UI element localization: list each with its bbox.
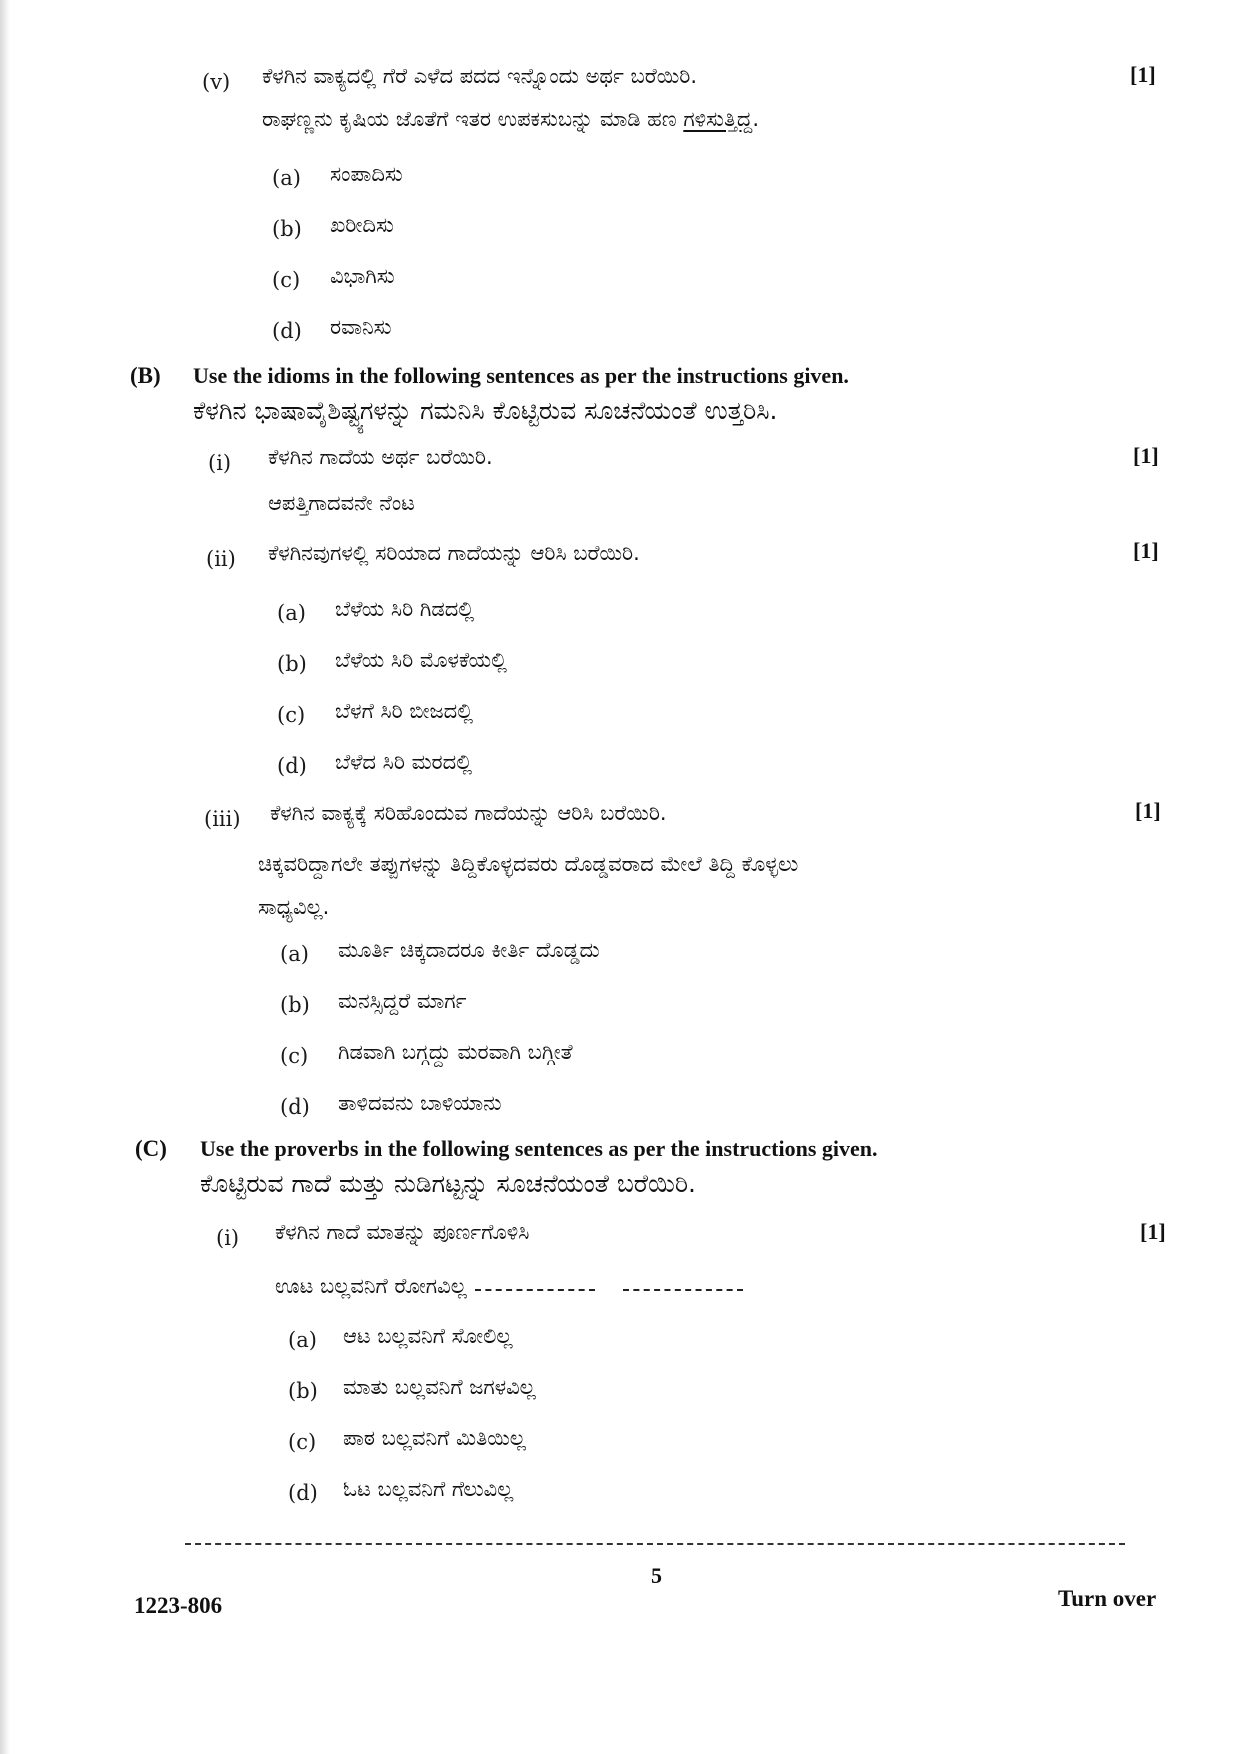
marks-badge: [1] (1133, 443, 1159, 468)
option-label: (b) (277, 652, 307, 676)
option-text: ಖರೀದಿಸು (330, 213, 394, 237)
option-label: (c) (277, 703, 306, 727)
option-text: ತಾಳಿದವನು ಬಾಳಿಯಾನು (338, 1091, 502, 1115)
marks-badge: [1] (1135, 798, 1161, 823)
option-text: ಮಾತು ಬಲ್ಲವನಿಗೆ ಜಗಳವಿಲ್ಲ (343, 1375, 536, 1399)
option-text: ಮನಸ್ಸಿದ್ದರೆ ಮಾರ್ಗ (338, 989, 467, 1013)
option-text: ರವಾನಿಸು (330, 315, 392, 339)
question-sentence-line1: ಚಿಕ್ಕವರಿದ್ದಾಗಲೇ ತಪ್ಪುಗಳನ್ನು ತಿದ್ದಿಕೊಳ್ಳದವರು ದೊಡ್ಡವರಾದ ಮೇಲೆ ತಿದ್ದಿ ಕೊಳ್ಳಲು (258, 852, 799, 876)
question-instruction: ಕೆಳಗಿನವುಗಳಲ್ಲಿ ಸರಿಯಾದ ಗಾದೆಯನ್ನು ಆರಿಸಿ ಬರೆಯಿರಿ. (268, 541, 640, 565)
section-instruction-english: Use the proverbs in the following sentences as per the instructions given. (200, 1136, 878, 1161)
proverb-blank-line (275, 1274, 743, 1299)
question-number: (i) (208, 451, 232, 475)
footer-divider (185, 1543, 1125, 1545)
marks-badge: [1] (1133, 538, 1159, 563)
sentence-text: ರಾಘಣ್ಣನು ಕೃಷಿಯ ಜೊತೆಗೆ ಇತರ ಉಪಕಸುಬನ್ನು ಮಾಡಿ ಹಣ (262, 107, 684, 131)
underlined-word: ಗಳಿಸುತ್ತಿದ್ದ (683, 107, 753, 131)
option-text: ಬೆಳಗೆ ಸಿರಿ ಬೀಜದಲ್ಲಿ (335, 699, 474, 723)
section-label: (B) (130, 363, 161, 388)
question-sentence (262, 107, 759, 132)
option-label: (b) (288, 1379, 318, 1403)
option-text: ವಿಭಾಗಿಸು (330, 264, 395, 288)
sentence-end: . (752, 107, 760, 131)
section-instruction-english: Use the idioms in the following sentences as per the instructions given. (193, 363, 849, 388)
option-text: ಸಂಪಾದಿಸು (330, 162, 403, 186)
section-instruction-kannada: ಕೆಳಗಿನ ಭಾಷಾವೈಶಿಷ್ಟ್ಯಗಳನ್ನು ಗಮನಿಸಿ ಕೊಟ್ಟಿರುವ ಸೂಚನೆಯಂತೆ ಉತ್ತರಿಸಿ. (193, 396, 778, 425)
paper-code: 1223-806 (134, 1593, 223, 1618)
option-label: (c) (280, 1044, 309, 1068)
option-text: ಮೂರ್ತಿ ಚಿಕ್ಕದಾದರೂ ಕೀರ್ತಿ ದೊಡ್ಡದು (338, 938, 600, 962)
option-label: (b) (280, 993, 310, 1017)
question-instruction: ಕೆಳಗಿನ ವಾಕ್ಯಕ್ಕೆ ಸರಿಹೊಂದುವ ಗಾದೆಯನ್ನು ಆರಿಸಿ ಬರೆಯಿರಿ. (270, 801, 667, 825)
answer-blank (623, 1283, 743, 1291)
proverb-start: ಊಟ ಬಲ್ಲವನಿಗೆ ರೋಗವಿಲ್ಲ (275, 1274, 467, 1298)
option-label: (c) (288, 1430, 317, 1454)
option-label: (b) (272, 217, 302, 241)
option-text: ಆಟ ಬಲ್ಲವನಿಗೆ ಸೋಲಿಲ್ಲ (343, 1324, 513, 1348)
section-instruction-kannada: ಕೊಟ್ಟಿರುವ ಗಾದೆ ಮತ್ತು ನುಡಿಗಟ್ಟನ್ನು ಸೂಚನೆಯಂತೆ ಬರೆಯಿರಿ. (200, 1169, 697, 1198)
question-number: (iii) (204, 807, 241, 831)
turn-over-note: Turn over (1058, 1586, 1157, 1611)
option-text: ಬೆಳೆದ ಸಿರಿ ಮರದಲ್ಲಿ (335, 750, 473, 774)
page-number: 5 (651, 1563, 662, 1588)
option-label: (a) (288, 1328, 317, 1352)
scan-edge (0, 0, 10, 1754)
option-text: ಬೆಳೆಯ ಸಿರಿ ಗಿಡದಲ್ಲಿ (335, 597, 475, 621)
option-label: (a) (277, 601, 306, 625)
question-instruction: ಕೆಳಗಿನ ಗಾದೆ ಮಾತನ್ನು ಪೂರ್ಣಗೊಳಿಸಿ (275, 1220, 530, 1244)
question-instruction: ಕೆಳಗಿನ ಗಾದೆಯ ಅರ್ಥ ಬರೆಯಿರಿ. (268, 445, 493, 469)
option-label: (a) (272, 166, 301, 190)
question-number: (i) (216, 1226, 240, 1250)
section-label: (C) (135, 1136, 167, 1161)
option-label: (c) (272, 268, 301, 292)
option-label: (d) (272, 319, 302, 343)
question-sentence-line2: ಸಾಧ್ಯವಿಲ್ಲ. (258, 895, 330, 919)
option-label: (d) (280, 1095, 310, 1119)
option-text: ಓಟ ಬಲ್ಲವನಿಗೆ ಗೆಲುವಿಲ್ಲ (343, 1477, 514, 1501)
option-label: (d) (277, 754, 307, 778)
question-line: ಆಪತ್ತಿಗಾದವನೇ ನೆಂಟ (268, 491, 415, 515)
question-number: (v) (202, 70, 231, 94)
answer-blank (475, 1283, 595, 1291)
option-text: ಗಿಡವಾಗಿ ಬಗ್ಗದ್ದು ಮರವಾಗಿ ಬಗ್ಗೀತೆ (338, 1040, 573, 1064)
option-label: (a) (280, 942, 309, 966)
option-text: ಪಾಠ ಬಲ್ಲವನಿಗೆ ಮಿತಿಯಿಲ್ಲ (343, 1426, 526, 1450)
marks-badge: [1] (1140, 1219, 1166, 1244)
option-label: (d) (288, 1481, 318, 1505)
question-instruction: ಕೆಳಗಿನ ವಾಕ್ಯದಲ್ಲಿ ಗೆರೆ ಎಳೆದ ಪದದ ಇನ್ನೊಂದು ಅರ್ಥ ಬರೆಯಿರಿ. (262, 64, 698, 88)
option-text: ಬೆಳೆಯ ಸಿರಿ ಮೊಳಕೆಯಲ್ಲಿ (335, 648, 507, 672)
question-number: (ii) (206, 547, 236, 571)
marks-badge: [1] (1130, 62, 1156, 87)
